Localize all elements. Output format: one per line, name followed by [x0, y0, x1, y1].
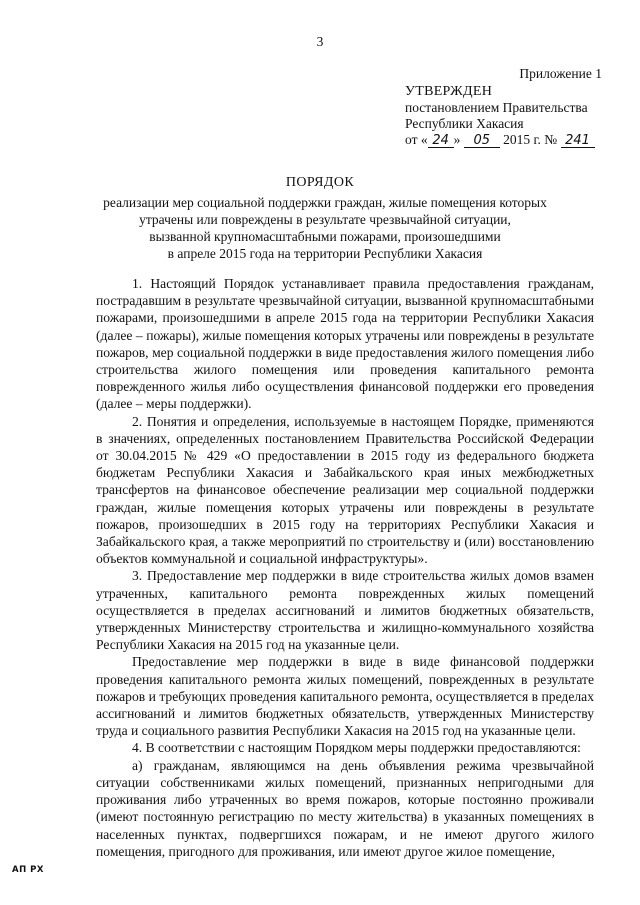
paragraph-4a: а) гражданам, являющимся на день объявления режима чрезвычайной ситуации собственниками жилых помещений, признанных непригодными для проживания либо утраченных во время пожаров, которые постоянно проживали (имеют постоянную регистрацию по месту жительства) в указанных помещениях в населенных пунктах, подвергшихся пожарам, и не имеют другого жилого помещения, пригодного для проживания, или имеют другое жилое помещение,	[96, 757, 594, 859]
paragraph-3-cont: Предоставление мер поддержки в виде в виде финансовой поддержки проведения капитального ремонта жилых помещений, поврежденных в результате пожаров и требующих проведения капитального ремонта, осуществляется в пределах ассигнований и лимитов бюджетных обязательств, утвержденных Министерству труда и социального развития Республики Хакасия на 2015 год на указанные цели.	[96, 654, 594, 739]
appendix-label: Приложение 1	[519, 66, 602, 81]
paragraph-1: 1. Настоящий Порядок устанавливает правила предоставления гражданам, пострадавшим в результате чрезвычайной ситуации, вызванной крупномасштабными пожарами, произошедшими в апреле 2015 года на территории Республики Хакасия (далее – пожары), жилые помещения которых утрачены или повреждены в результате пожаров, мер социальной поддержки в виде предоставления жилого помещения либо строительства жилого помещения или проведения капитального ремонта поврежденного жилья либо осуществления финансовой поддержки его проведения (далее – меры поддержки).	[96, 276, 594, 412]
date-prefix: от «	[405, 132, 428, 147]
footer-mark: АП РХ	[12, 865, 44, 875]
subtitle-line: вызванной крупномасштабными пожарами, произошедшими	[149, 229, 501, 244]
approval-line-1: постановлением Правительства	[405, 100, 588, 115]
approval-line-2: Республики Хакасия	[405, 116, 524, 131]
handwritten-day: 24	[428, 134, 454, 148]
document-subtitle	[90, 194, 560, 262]
subtitle-line: в апреле 2015 года на территории Республики Хакасия	[167, 246, 483, 261]
approval-block	[405, 84, 595, 148]
document-body	[96, 275, 594, 860]
date-mid: »	[453, 132, 464, 147]
handwritten-month: 05	[464, 134, 500, 148]
subtitle-line: реализации мер социальной поддержки граждан, жилые помещения которых	[103, 195, 547, 210]
paragraph-4: 4. В соответствии с настоящим Порядком меры поддержки предоставляются:	[132, 740, 581, 756]
page-number: 3	[316, 34, 324, 49]
handwritten-number: 241	[561, 134, 595, 148]
approval-date-line	[405, 132, 595, 148]
subtitle-line: утрачены или повреждены в результате чрезвычайной ситуации,	[139, 212, 511, 227]
date-suffix: 2015 г. №	[499, 132, 561, 147]
approved-heading: УТВЕРЖДЕН	[405, 84, 493, 99]
paragraph-2: 2. Понятия и определения, используемые в настоящем Порядке, применяются в значениях, определенных постановлением Правительства Российской Федерации от 30.04.2015 № 429 «О предоставлении в 2015 году из федерального бюджета бюджетам Республики Хакасия и Забайкальского края иных межбюджетных трансфертов на финансовое обеспечение реализации мер социальной поддержки граждан, жилые помещения которых утрачены или повреждены в результате пожаров, произошедших в 2015 году на территориях Республики Хакасия и Забайкальского края, а также мероприятий по строительству и (или) восстановлению объектов коммунальной и социальной инфраструктуры».	[96, 413, 594, 567]
document-title: ПОРЯДОК	[285, 175, 355, 190]
paragraph-3: 3. Предоставление мер поддержки в виде строительства жилых домов взамен утраченных, капитального ремонта поврежденных жилых помещений осуществляется в пределах ассигнований и лимитов бюджетных обязательств, утвержденных Министерству строительства и жилищно-коммунального хозяйства Республики Хакасия на 2015 год на указанные цели.	[96, 568, 594, 653]
